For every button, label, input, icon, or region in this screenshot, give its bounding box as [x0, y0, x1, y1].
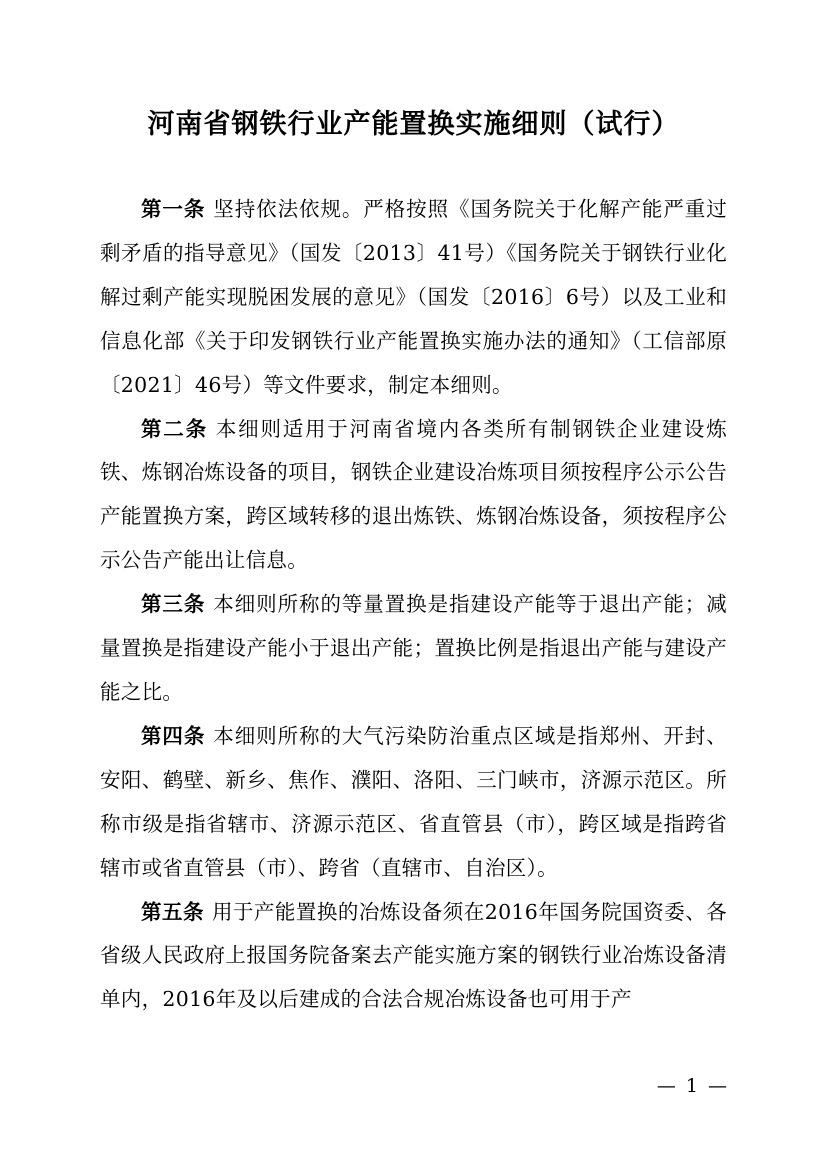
- article-4: [100, 715, 727, 891]
- article-text: 本细则所称的等量置换是指建设产能等于退出产能；减量置换是指建设产能小于退出产能；置换比例是指退出产能与建设产能之比。: [100, 592, 727, 704]
- article-text: 本细则适用于河南省境内各类所有制钢铁企业建设炼铁、炼钢冶炼设备的项目，钢铁企业建设冶炼项目须按程序公示公告产能置换方案，跨区域转移的退出炼铁、炼钢冶炼设备，须按程序公示公告产能出让信息。: [100, 416, 727, 573]
- article-number: 第二条: [141, 416, 208, 441]
- article-number: 第四条: [141, 723, 206, 748]
- article-3: [100, 583, 727, 715]
- article-2: [100, 408, 727, 584]
- article-text: 本细则所称的大气污染防治重点区域是指郑州、开封、安阳、鹤壁、新乡、焦作、濮阳、洛阳、三门峡市，济源示范区。所称市级是指省辖市、济源示范区、省直管县（市），跨区域是指跨省辖市或省直管县（市）、跨省（直辖市、自治区）。: [100, 723, 727, 880]
- page-number: — 1 —: [656, 1075, 729, 1097]
- article-5: [100, 891, 727, 1023]
- article-number: 第三条: [141, 592, 206, 617]
- article-text: 用于产能置换的冶炼设备须在2016年国务院国资委、各省级人民政府上报国务院备案去产能实施方案的钢铁行业冶炼设备清单内，2016年及以后建成的合法合规冶炼设备也可用于产: [100, 899, 727, 1012]
- article-number: 第一条: [141, 197, 206, 221]
- document-title: 河南省钢铁行业产能置换实施细则（试行）: [147, 109, 680, 140]
- article-text: 坚持依法依规。严格按照《国务院关于化解产能严重过剩矛盾的指导意见》（国发〔2013〕41号）《国务院关于钢铁行业化解过剩产能实现脱困发展的意见》（国发〔2016〕6号）以及工业和信息化部《关于印发钢铁行业产能置换实施办法的通知》（工信部原〔2021〕46号）等文件要求，制定本细则。: [100, 197, 727, 397]
- document-body: [100, 188, 727, 1022]
- article-1: [100, 188, 727, 408]
- article-number: 第五条: [141, 899, 204, 924]
